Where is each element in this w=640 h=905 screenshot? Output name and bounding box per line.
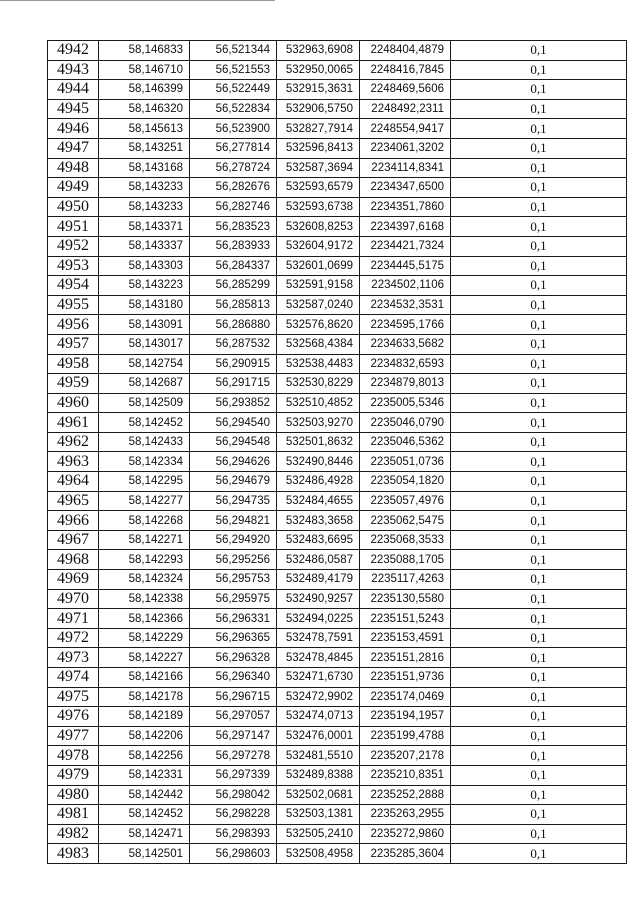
x-coordinate-cell: 532576,8620 bbox=[277, 315, 360, 335]
value-cell: 0,1 bbox=[451, 315, 627, 335]
value-cell: 0,1 bbox=[451, 824, 627, 844]
value-cell: 0,1 bbox=[451, 609, 627, 629]
point-number-cell: 4961 bbox=[48, 413, 99, 433]
point-number-cell: 4980 bbox=[48, 785, 99, 805]
value-cell: 0,1 bbox=[451, 178, 627, 198]
x-coordinate-cell: 532505,2410 bbox=[277, 824, 360, 844]
table-row bbox=[48, 432, 627, 452]
longitude-cell: 56,294679 bbox=[190, 472, 277, 492]
latitude-cell: 58,142471 bbox=[99, 824, 190, 844]
y-coordinate-cell: 2248469,5606 bbox=[360, 80, 451, 100]
x-coordinate-cell: 532476,0001 bbox=[277, 726, 360, 746]
value-cell: 0,1 bbox=[451, 217, 627, 237]
longitude-cell: 56,521344 bbox=[190, 41, 277, 61]
x-coordinate-cell: 532483,3658 bbox=[277, 511, 360, 531]
table-row bbox=[48, 99, 627, 119]
y-coordinate-cell: 2235130,5580 bbox=[360, 589, 451, 609]
table-row bbox=[48, 334, 627, 354]
value-cell: 0,1 bbox=[451, 276, 627, 296]
value-cell: 0,1 bbox=[451, 746, 627, 766]
longitude-cell: 56,296715 bbox=[190, 687, 277, 707]
x-coordinate-cell: 532587,0240 bbox=[277, 295, 360, 315]
point-number-cell: 4978 bbox=[48, 746, 99, 766]
longitude-cell: 56,294735 bbox=[190, 491, 277, 511]
value-cell: 0,1 bbox=[451, 197, 627, 217]
y-coordinate-cell: 2235199,4788 bbox=[360, 726, 451, 746]
latitude-cell: 58,143233 bbox=[99, 178, 190, 198]
value-cell: 0,1 bbox=[451, 236, 627, 256]
longitude-cell: 56,284337 bbox=[190, 256, 277, 276]
x-coordinate-cell: 532494,0225 bbox=[277, 609, 360, 629]
value-cell: 0,1 bbox=[451, 432, 627, 452]
x-coordinate-cell: 532478,7591 bbox=[277, 628, 360, 648]
x-coordinate-cell: 532963,6908 bbox=[277, 41, 360, 61]
latitude-cell: 58,142229 bbox=[99, 628, 190, 648]
x-coordinate-cell: 532510,4852 bbox=[277, 393, 360, 413]
value-cell: 0,1 bbox=[451, 138, 627, 158]
x-coordinate-cell: 532593,6579 bbox=[277, 178, 360, 198]
point-number-cell: 4943 bbox=[48, 60, 99, 80]
y-coordinate-cell: 2234347,6500 bbox=[360, 178, 451, 198]
value-cell: 0,1 bbox=[451, 334, 627, 354]
latitude-cell: 58,142206 bbox=[99, 726, 190, 746]
table-row bbox=[48, 589, 627, 609]
y-coordinate-cell: 2234502,1106 bbox=[360, 276, 451, 296]
table-row bbox=[48, 236, 627, 256]
longitude-cell: 56,295256 bbox=[190, 550, 277, 570]
point-number-cell: 4964 bbox=[48, 472, 99, 492]
longitude-cell: 56,296328 bbox=[190, 648, 277, 668]
value-cell: 0,1 bbox=[451, 785, 627, 805]
longitude-cell: 56,296331 bbox=[190, 609, 277, 629]
point-number-cell: 4971 bbox=[48, 609, 99, 629]
x-coordinate-cell: 532501,8632 bbox=[277, 432, 360, 452]
table-row bbox=[48, 648, 627, 668]
y-coordinate-cell: 2248492,2311 bbox=[360, 99, 451, 119]
point-number-cell: 4968 bbox=[48, 550, 99, 570]
table-row bbox=[48, 472, 627, 492]
latitude-cell: 58,143168 bbox=[99, 158, 190, 178]
x-coordinate-cell: 532608,8253 bbox=[277, 217, 360, 237]
table-row bbox=[48, 491, 627, 511]
y-coordinate-cell: 2235263,2955 bbox=[360, 805, 451, 825]
y-coordinate-cell: 2248416,7845 bbox=[360, 60, 451, 80]
longitude-cell: 56,294626 bbox=[190, 452, 277, 472]
y-coordinate-cell: 2234351,7860 bbox=[360, 197, 451, 217]
x-coordinate-cell: 532502,0681 bbox=[277, 785, 360, 805]
x-coordinate-cell: 532478,4845 bbox=[277, 648, 360, 668]
table-row bbox=[48, 668, 627, 688]
value-cell: 0,1 bbox=[451, 530, 627, 550]
point-number-cell: 4977 bbox=[48, 726, 99, 746]
latitude-cell: 58,145613 bbox=[99, 119, 190, 139]
longitude-cell: 56,296365 bbox=[190, 628, 277, 648]
latitude-cell: 58,142338 bbox=[99, 589, 190, 609]
latitude-cell: 58,142433 bbox=[99, 432, 190, 452]
latitude-cell: 58,143251 bbox=[99, 138, 190, 158]
latitude-cell: 58,143017 bbox=[99, 334, 190, 354]
longitude-cell: 56,278724 bbox=[190, 158, 277, 178]
point-number-cell: 4957 bbox=[48, 334, 99, 354]
latitude-cell: 58,142189 bbox=[99, 707, 190, 727]
longitude-cell: 56,287532 bbox=[190, 334, 277, 354]
x-coordinate-cell: 532587,3694 bbox=[277, 158, 360, 178]
value-cell: 0,1 bbox=[451, 80, 627, 100]
x-coordinate-cell: 532827,7914 bbox=[277, 119, 360, 139]
table-row bbox=[48, 158, 627, 178]
point-number-cell: 4947 bbox=[48, 138, 99, 158]
value-cell: 0,1 bbox=[451, 668, 627, 688]
x-coordinate-cell: 532503,1381 bbox=[277, 805, 360, 825]
x-coordinate-cell: 532950,0065 bbox=[277, 60, 360, 80]
latitude-cell: 58,143337 bbox=[99, 236, 190, 256]
point-number-cell: 4951 bbox=[48, 217, 99, 237]
value-cell: 0,1 bbox=[451, 158, 627, 178]
longitude-cell: 56,283933 bbox=[190, 236, 277, 256]
coordinates-table bbox=[47, 40, 627, 864]
table-row bbox=[48, 452, 627, 472]
y-coordinate-cell: 2234421,7324 bbox=[360, 236, 451, 256]
latitude-cell: 58,142324 bbox=[99, 570, 190, 590]
x-coordinate-cell: 532568,4384 bbox=[277, 334, 360, 354]
longitude-cell: 56,282746 bbox=[190, 197, 277, 217]
table-row bbox=[48, 628, 627, 648]
x-coordinate-cell: 532472,9902 bbox=[277, 687, 360, 707]
longitude-cell: 56,297278 bbox=[190, 746, 277, 766]
point-number-cell: 4966 bbox=[48, 511, 99, 531]
latitude-cell: 58,142501 bbox=[99, 844, 190, 864]
x-coordinate-cell: 532471,6730 bbox=[277, 668, 360, 688]
y-coordinate-cell: 2235174,0469 bbox=[360, 687, 451, 707]
y-coordinate-cell: 2235062,5475 bbox=[360, 511, 451, 531]
longitude-cell: 56,522834 bbox=[190, 99, 277, 119]
point-number-cell: 4976 bbox=[48, 707, 99, 727]
value-cell: 0,1 bbox=[451, 648, 627, 668]
latitude-cell: 58,142166 bbox=[99, 668, 190, 688]
value-cell: 0,1 bbox=[451, 726, 627, 746]
point-number-cell: 4979 bbox=[48, 765, 99, 785]
y-coordinate-cell: 2235272,9860 bbox=[360, 824, 451, 844]
value-cell: 0,1 bbox=[451, 511, 627, 531]
point-number-cell: 4970 bbox=[48, 589, 99, 609]
x-coordinate-cell: 532906,5750 bbox=[277, 99, 360, 119]
longitude-cell: 56,294540 bbox=[190, 413, 277, 433]
y-coordinate-cell: 2235051,0736 bbox=[360, 452, 451, 472]
longitude-cell: 56,295975 bbox=[190, 589, 277, 609]
latitude-cell: 58,142256 bbox=[99, 746, 190, 766]
value-cell: 0,1 bbox=[451, 41, 627, 61]
latitude-cell: 58,142452 bbox=[99, 413, 190, 433]
value-cell: 0,1 bbox=[451, 570, 627, 590]
table-row bbox=[48, 570, 627, 590]
x-coordinate-cell: 532508,4958 bbox=[277, 844, 360, 864]
longitude-cell: 56,277814 bbox=[190, 138, 277, 158]
x-coordinate-cell: 532601,0699 bbox=[277, 256, 360, 276]
table-row bbox=[48, 256, 627, 276]
table-row bbox=[48, 393, 627, 413]
latitude-cell: 58,142687 bbox=[99, 374, 190, 394]
table-row bbox=[48, 511, 627, 531]
longitude-cell: 56,291715 bbox=[190, 374, 277, 394]
y-coordinate-cell: 2234832,6593 bbox=[360, 354, 451, 374]
latitude-cell: 58,146833 bbox=[99, 41, 190, 61]
latitude-cell: 58,143180 bbox=[99, 295, 190, 315]
table-row bbox=[48, 530, 627, 550]
latitude-cell: 58,143303 bbox=[99, 256, 190, 276]
y-coordinate-cell: 2234061,3202 bbox=[360, 138, 451, 158]
value-cell: 0,1 bbox=[451, 628, 627, 648]
table-row bbox=[48, 178, 627, 198]
longitude-cell: 56,293852 bbox=[190, 393, 277, 413]
table-row bbox=[48, 138, 627, 158]
y-coordinate-cell: 2235046,5362 bbox=[360, 432, 451, 452]
x-coordinate-cell: 532604,9172 bbox=[277, 236, 360, 256]
y-coordinate-cell: 2235088,1705 bbox=[360, 550, 451, 570]
x-coordinate-cell: 532503,9270 bbox=[277, 413, 360, 433]
latitude-cell: 58,142293 bbox=[99, 550, 190, 570]
longitude-cell: 56,282676 bbox=[190, 178, 277, 198]
point-number-cell: 4967 bbox=[48, 530, 99, 550]
longitude-cell: 56,294821 bbox=[190, 511, 277, 531]
table-row bbox=[48, 785, 627, 805]
y-coordinate-cell: 2235057,4976 bbox=[360, 491, 451, 511]
point-number-cell: 4944 bbox=[48, 80, 99, 100]
table-row bbox=[48, 276, 627, 296]
latitude-cell: 58,146399 bbox=[99, 80, 190, 100]
y-coordinate-cell: 2235207,2178 bbox=[360, 746, 451, 766]
x-coordinate-cell: 532593,6738 bbox=[277, 197, 360, 217]
table-row bbox=[48, 550, 627, 570]
y-coordinate-cell: 2235210,8351 bbox=[360, 765, 451, 785]
point-number-cell: 4963 bbox=[48, 452, 99, 472]
y-coordinate-cell: 2234445,5175 bbox=[360, 256, 451, 276]
point-number-cell: 4949 bbox=[48, 178, 99, 198]
latitude-cell: 58,143223 bbox=[99, 276, 190, 296]
y-coordinate-cell: 2235151,2816 bbox=[360, 648, 451, 668]
longitude-cell: 56,297147 bbox=[190, 726, 277, 746]
y-coordinate-cell: 2235151,9736 bbox=[360, 668, 451, 688]
coordinates-table-body bbox=[48, 41, 627, 864]
x-coordinate-cell: 532489,8388 bbox=[277, 765, 360, 785]
table-row bbox=[48, 374, 627, 394]
longitude-cell: 56,298042 bbox=[190, 785, 277, 805]
value-cell: 0,1 bbox=[451, 452, 627, 472]
x-coordinate-cell: 532490,9257 bbox=[277, 589, 360, 609]
value-cell: 0,1 bbox=[451, 119, 627, 139]
table-row bbox=[48, 354, 627, 374]
point-number-cell: 4958 bbox=[48, 354, 99, 374]
x-coordinate-cell: 532484,4655 bbox=[277, 491, 360, 511]
value-cell: 0,1 bbox=[451, 765, 627, 785]
latitude-cell: 58,146710 bbox=[99, 60, 190, 80]
longitude-cell: 56,298228 bbox=[190, 805, 277, 825]
latitude-cell: 58,142178 bbox=[99, 687, 190, 707]
longitude-cell: 56,286880 bbox=[190, 315, 277, 335]
latitude-cell: 58,142452 bbox=[99, 805, 190, 825]
value-cell: 0,1 bbox=[451, 374, 627, 394]
point-number-cell: 4981 bbox=[48, 805, 99, 825]
point-number-cell: 4983 bbox=[48, 844, 99, 864]
x-coordinate-cell: 532596,8413 bbox=[277, 138, 360, 158]
latitude-cell: 58,142268 bbox=[99, 511, 190, 531]
y-coordinate-cell: 2235068,3533 bbox=[360, 530, 451, 550]
latitude-cell: 58,142295 bbox=[99, 472, 190, 492]
table-row bbox=[48, 609, 627, 629]
point-number-cell: 4960 bbox=[48, 393, 99, 413]
y-coordinate-cell: 2235005,5346 bbox=[360, 393, 451, 413]
point-number-cell: 4965 bbox=[48, 491, 99, 511]
x-coordinate-cell: 532538,4483 bbox=[277, 354, 360, 374]
x-coordinate-cell: 532915,3631 bbox=[277, 80, 360, 100]
point-number-cell: 4956 bbox=[48, 315, 99, 335]
longitude-cell: 56,285299 bbox=[190, 276, 277, 296]
value-cell: 0,1 bbox=[451, 550, 627, 570]
latitude-cell: 58,142331 bbox=[99, 765, 190, 785]
latitude-cell: 58,142227 bbox=[99, 648, 190, 668]
table-row bbox=[48, 197, 627, 217]
x-coordinate-cell: 532486,0587 bbox=[277, 550, 360, 570]
x-coordinate-cell: 532591,9158 bbox=[277, 276, 360, 296]
latitude-cell: 58,143091 bbox=[99, 315, 190, 335]
point-number-cell: 4948 bbox=[48, 158, 99, 178]
x-coordinate-cell: 532486,4928 bbox=[277, 472, 360, 492]
table-row bbox=[48, 295, 627, 315]
table-row bbox=[48, 315, 627, 335]
x-coordinate-cell: 532490,8446 bbox=[277, 452, 360, 472]
point-number-cell: 4954 bbox=[48, 276, 99, 296]
value-cell: 0,1 bbox=[451, 413, 627, 433]
longitude-cell: 56,283523 bbox=[190, 217, 277, 237]
longitude-cell: 56,290915 bbox=[190, 354, 277, 374]
latitude-cell: 58,146320 bbox=[99, 99, 190, 119]
point-number-cell: 4973 bbox=[48, 648, 99, 668]
longitude-cell: 56,521553 bbox=[190, 60, 277, 80]
table-row bbox=[48, 707, 627, 727]
longitude-cell: 56,297057 bbox=[190, 707, 277, 727]
longitude-cell: 56,294548 bbox=[190, 432, 277, 452]
point-number-cell: 4945 bbox=[48, 99, 99, 119]
longitude-cell: 56,523900 bbox=[190, 119, 277, 139]
x-coordinate-cell: 532489,4179 bbox=[277, 570, 360, 590]
value-cell: 0,1 bbox=[451, 393, 627, 413]
y-coordinate-cell: 2234633,5682 bbox=[360, 334, 451, 354]
value-cell: 0,1 bbox=[451, 60, 627, 80]
y-coordinate-cell: 2234114,8341 bbox=[360, 158, 451, 178]
longitude-cell: 56,296340 bbox=[190, 668, 277, 688]
x-coordinate-cell: 532483,6695 bbox=[277, 530, 360, 550]
x-coordinate-cell: 532474,0713 bbox=[277, 707, 360, 727]
point-number-cell: 4952 bbox=[48, 236, 99, 256]
point-number-cell: 4955 bbox=[48, 295, 99, 315]
value-cell: 0,1 bbox=[451, 295, 627, 315]
y-coordinate-cell: 2248404,4879 bbox=[360, 41, 451, 61]
x-coordinate-cell: 532530,8229 bbox=[277, 374, 360, 394]
y-coordinate-cell: 2235117,4263 bbox=[360, 570, 451, 590]
point-number-cell: 4982 bbox=[48, 824, 99, 844]
longitude-cell: 56,298603 bbox=[190, 844, 277, 864]
table-row bbox=[48, 805, 627, 825]
point-number-cell: 4975 bbox=[48, 687, 99, 707]
y-coordinate-cell: 2235046,0790 bbox=[360, 413, 451, 433]
latitude-cell: 58,143233 bbox=[99, 197, 190, 217]
y-coordinate-cell: 2234532,3531 bbox=[360, 295, 451, 315]
table-row bbox=[48, 80, 627, 100]
table-row bbox=[48, 765, 627, 785]
table-row bbox=[48, 60, 627, 80]
value-cell: 0,1 bbox=[451, 589, 627, 609]
point-number-cell: 4946 bbox=[48, 119, 99, 139]
value-cell: 0,1 bbox=[451, 844, 627, 864]
point-number-cell: 4969 bbox=[48, 570, 99, 590]
table-row bbox=[48, 41, 627, 61]
page-top-rule bbox=[0, 0, 275, 1]
value-cell: 0,1 bbox=[451, 687, 627, 707]
longitude-cell: 56,522449 bbox=[190, 80, 277, 100]
latitude-cell: 58,143371 bbox=[99, 217, 190, 237]
y-coordinate-cell: 2235285,3604 bbox=[360, 844, 451, 864]
value-cell: 0,1 bbox=[451, 707, 627, 727]
point-number-cell: 4950 bbox=[48, 197, 99, 217]
y-coordinate-cell: 2235153,4591 bbox=[360, 628, 451, 648]
table-row bbox=[48, 217, 627, 237]
point-number-cell: 4959 bbox=[48, 374, 99, 394]
latitude-cell: 58,142271 bbox=[99, 530, 190, 550]
value-cell: 0,1 bbox=[451, 472, 627, 492]
latitude-cell: 58,142334 bbox=[99, 452, 190, 472]
y-coordinate-cell: 2234879,8013 bbox=[360, 374, 451, 394]
table-row bbox=[48, 413, 627, 433]
y-coordinate-cell: 2248554,9417 bbox=[360, 119, 451, 139]
value-cell: 0,1 bbox=[451, 354, 627, 374]
table-row bbox=[48, 726, 627, 746]
x-coordinate-cell: 532481,5510 bbox=[277, 746, 360, 766]
longitude-cell: 56,298393 bbox=[190, 824, 277, 844]
point-number-cell: 4972 bbox=[48, 628, 99, 648]
y-coordinate-cell: 2234397,6168 bbox=[360, 217, 451, 237]
point-number-cell: 4962 bbox=[48, 432, 99, 452]
value-cell: 0,1 bbox=[451, 256, 627, 276]
longitude-cell: 56,285813 bbox=[190, 295, 277, 315]
value-cell: 0,1 bbox=[451, 99, 627, 119]
y-coordinate-cell: 2235252,2888 bbox=[360, 785, 451, 805]
longitude-cell: 56,295753 bbox=[190, 570, 277, 590]
y-coordinate-cell: 2235194,1957 bbox=[360, 707, 451, 727]
latitude-cell: 58,142754 bbox=[99, 354, 190, 374]
table-row bbox=[48, 687, 627, 707]
table-row bbox=[48, 844, 627, 864]
point-number-cell: 4942 bbox=[48, 41, 99, 61]
value-cell: 0,1 bbox=[451, 805, 627, 825]
y-coordinate-cell: 2235054,1820 bbox=[360, 472, 451, 492]
latitude-cell: 58,142366 bbox=[99, 609, 190, 629]
value-cell: 0,1 bbox=[451, 491, 627, 511]
latitude-cell: 58,142442 bbox=[99, 785, 190, 805]
longitude-cell: 56,294920 bbox=[190, 530, 277, 550]
point-number-cell: 4953 bbox=[48, 256, 99, 276]
latitude-cell: 58,142509 bbox=[99, 393, 190, 413]
table-row bbox=[48, 119, 627, 139]
table-row bbox=[48, 824, 627, 844]
y-coordinate-cell: 2234595,1766 bbox=[360, 315, 451, 335]
table-row bbox=[48, 746, 627, 766]
latitude-cell: 58,142277 bbox=[99, 491, 190, 511]
point-number-cell: 4974 bbox=[48, 668, 99, 688]
longitude-cell: 56,297339 bbox=[190, 765, 277, 785]
y-coordinate-cell: 2235151,5243 bbox=[360, 609, 451, 629]
